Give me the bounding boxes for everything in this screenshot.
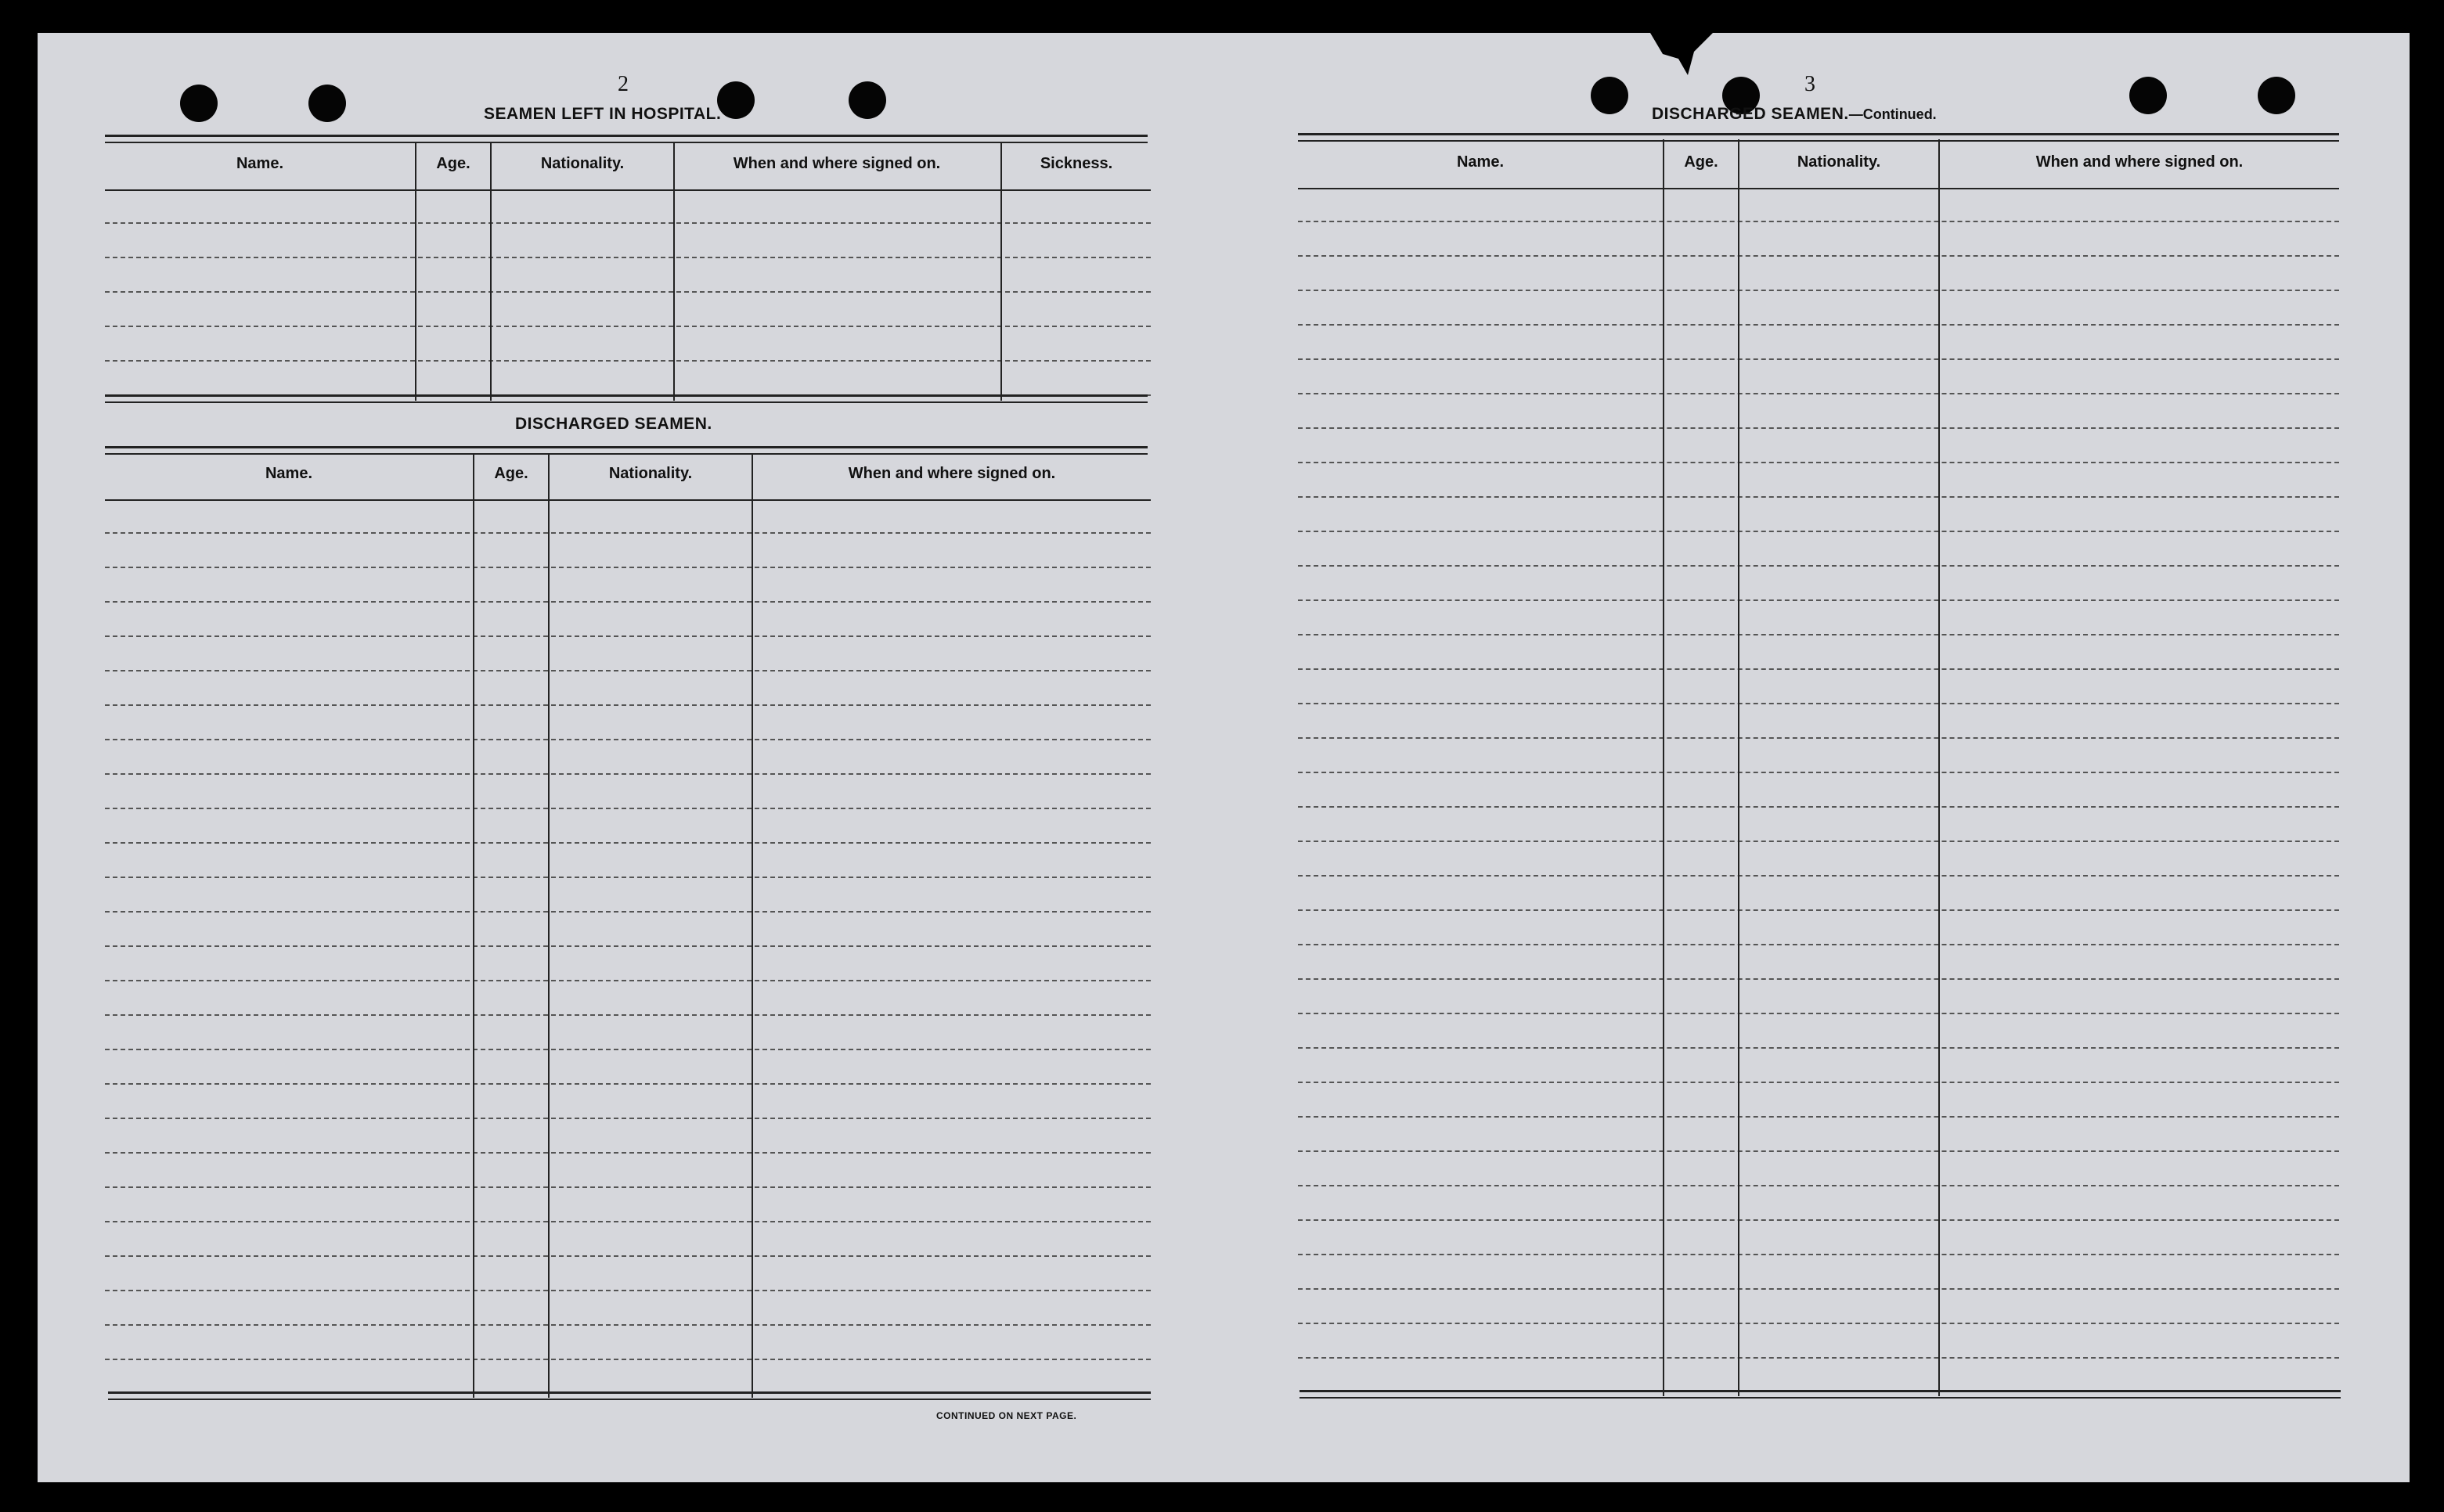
ruled-line [105,326,1151,327]
torn-edge [1650,33,1713,80]
ruled-line [1298,703,2339,704]
ruled-line [105,808,1151,809]
ruled-line [1298,1013,2339,1014]
column-header-name: Name. [1456,153,1505,171]
column-divider [1000,142,1002,401]
ruled-line [105,911,1151,913]
column-divider [490,142,492,401]
ruled-line [105,1359,1151,1360]
ruled-line [1298,1219,2339,1221]
punch-hole [2129,77,2167,114]
ruled-line [1298,1082,2339,1083]
column-header-age: Age. [494,465,528,482]
ruled-line [1298,599,2339,601]
table-top-rule [105,446,1148,455]
ruled-line [105,222,1151,224]
ruled-line [105,877,1151,878]
page-number-right: 3 [1804,72,1815,96]
ruled-line [1298,255,2339,257]
ruled-line [105,670,1151,671]
ruled-line [105,257,1151,258]
column-header-nationality: Nationality. [608,465,693,482]
ruled-line [105,1290,1151,1291]
ruled-line [1298,358,2339,360]
column-divider [548,454,550,1398]
table-top-rule [105,135,1148,143]
ruled-line [1298,1357,2339,1359]
punch-hole [1591,77,1628,114]
punch-hole [308,85,346,122]
ruled-line [105,1083,1151,1085]
ruled-line [1298,909,2339,911]
column-header-age: Age. [436,155,470,172]
column-header-age: Age. [1684,153,1718,171]
ruled-line [105,532,1151,534]
column-header-nationality: Nationality. [540,155,625,172]
ruled-line [1298,668,2339,670]
ruled-line [1298,531,2339,532]
column-divider [415,142,416,401]
discharged-continued-title [1652,105,1937,124]
ruled-line [1298,634,2339,635]
column-divider [1738,139,1739,1396]
ruled-line [105,1152,1151,1154]
ruled-line [105,1049,1151,1050]
column-header-signed-on: When and where signed on. [733,155,941,172]
ruled-line [1298,496,2339,498]
ruled-line [105,291,1151,293]
ruled-line [105,1186,1151,1188]
ruled-line [1298,806,2339,808]
ruled-line [1298,1185,2339,1186]
ruled-line [105,773,1151,775]
ruled-line [105,1221,1151,1222]
ruled-line [105,1255,1151,1257]
ruled-line [1298,944,2339,945]
title-main: DISCHARGED SEAMEN. [1652,105,1849,123]
ruled-line [105,945,1151,947]
ruled-line [105,1324,1151,1326]
ruled-line [1298,462,2339,463]
ruled-line [105,635,1151,637]
ruled-line [1298,1254,2339,1255]
column-header-name: Name. [265,465,313,482]
punch-hole [180,85,218,122]
column-header-signed-on: When and where signed on. [2035,153,2244,171]
ruled-line [105,360,1151,362]
ruled-line [1298,737,2339,739]
ruled-line [1298,565,2339,567]
ruled-line [1298,324,2339,326]
ruled-line [1298,393,2339,394]
column-header-nationality: Nationality. [1797,153,1881,171]
column-divider [473,454,474,1398]
ruled-line [1298,1323,2339,1324]
column-header-sickness: Sickness. [1040,155,1113,172]
ruled-line [1298,1150,2339,1152]
ruled-line [1298,1116,2339,1118]
ruled-line [1298,841,2339,842]
ruled-line [105,567,1151,568]
column-header-signed-on: When and where signed on. [848,465,1056,482]
hospital-section-title: SEAMEN LEFT IN HOSPITAL. [484,105,722,123]
table-bottom-rule [1300,1390,2341,1399]
section-bottom-rule [105,394,1148,403]
header-rule [105,499,1151,501]
punch-hole [717,81,755,119]
ruled-line [1298,772,2339,773]
ruled-line [105,601,1151,603]
table-top-rule [1298,133,2339,142]
ruled-line [1298,978,2339,980]
ruled-line [1298,290,2339,291]
column-divider [752,454,753,1398]
title-continued: —Continued. [1848,106,1937,122]
discharged-section-title: DISCHARGED SEAMEN. [515,415,712,433]
page-number-left: 2 [618,72,629,96]
column-header-name: Name. [236,155,284,172]
ruled-line [1298,1047,2339,1049]
ruled-line [105,1118,1151,1119]
header-rule [1298,188,2339,189]
ruled-line [105,739,1151,740]
document-sheet [38,33,2410,1482]
ruled-line [105,704,1151,706]
column-divider [1663,139,1664,1396]
header-rule [105,189,1151,191]
ruled-line [1298,427,2339,429]
ruled-line [1298,1288,2339,1290]
continued-footer: CONTINUED ON NEXT PAGE. [936,1410,1077,1421]
ruled-line [1298,221,2339,222]
ruled-line [105,842,1151,844]
punch-hole [849,81,886,119]
column-divider [1938,139,1940,1396]
ruled-line [105,1014,1151,1016]
column-divider [673,142,675,401]
ruled-line [105,980,1151,981]
ruled-line [1298,875,2339,877]
punch-hole [2258,77,2295,114]
table-bottom-rule [108,1391,1151,1400]
